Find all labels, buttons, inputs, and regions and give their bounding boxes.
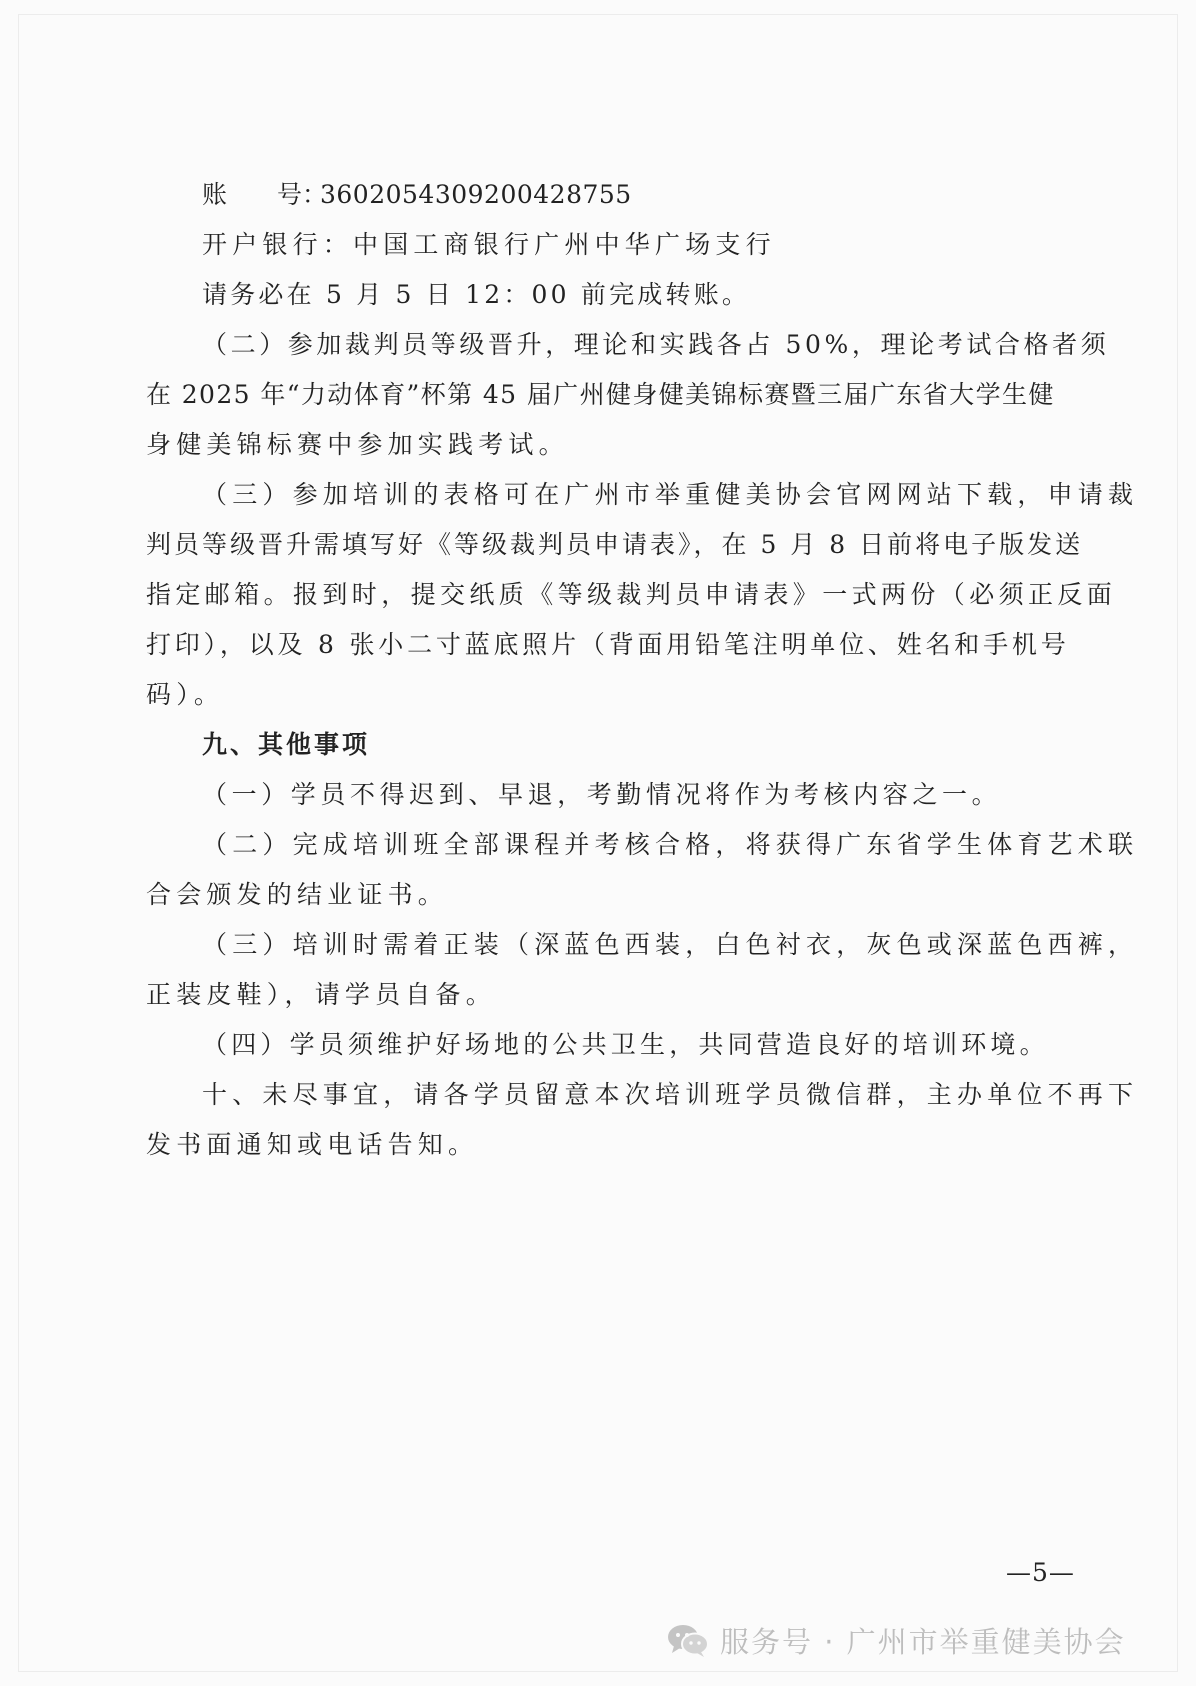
document-body — [146, 170, 1139, 1170]
account-label: 账 号： — [202, 180, 328, 209]
deadline-line: 请务必在 5 月 5 日 12：00 前完成转账。 — [202, 280, 751, 309]
paragraph-2-line-2: 在 2025 年“力动体育”杯第 45 届广州健身健美锦标赛暨三届广东省大学生健 — [146, 380, 1055, 409]
paragraph-3-line-3: 指定邮箱。报到时，提交纸质《等级裁判员申请表》一式两份（必须正反面 — [146, 580, 1117, 609]
item-9-4: （四）学员须维护好场地的公共卫生，共同营造良好的培训环境。 — [202, 1030, 1049, 1059]
wechat-icon — [666, 1622, 710, 1658]
paragraph-3-line-1: （三）参加培训的表格可在广州市举重健美协会官网网站下载，申请裁 — [202, 480, 1139, 509]
item-9-2-line-2: 合会颁发的结业证书。 — [146, 880, 449, 909]
page-number: —5— — [1006, 1558, 1075, 1587]
account-line — [146, 170, 1086, 220]
paragraph-2-line-1: （二）参加裁判员等级晋升，理论和实践各占 50%，理论考试合格者须 — [202, 330, 1110, 359]
section-10-line-2: 发书面通知或电话告知。 — [146, 1130, 479, 1159]
paragraph-2-line-3: 身健美锦标赛中参加实践考试。 — [146, 430, 569, 459]
paragraph-3-line-5: 码）。 — [146, 680, 225, 709]
item-9-3-line-1: （三）培训时需着正装（深蓝色西装，白色衬衣，灰色或深蓝色西裤， — [202, 930, 1139, 959]
account-number: 3602054309200428755 — [320, 180, 632, 209]
section-10-line-1: 十、未尽事宜，请各学员留意本次培训班学员微信群，主办单位不再下 — [202, 1080, 1139, 1109]
item-9-3-line-2: 正装皮鞋），请学员自备。 — [146, 980, 496, 1009]
paragraph-3-line-2: 判员等级晋升需填写好《等级裁判员申请表》，在 5 月 8 日前将电子版发送 — [146, 530, 1084, 559]
paragraph-3-line-4: 打印），以及 8 张小二寸蓝底照片（背面用铅笔注明单位、姓名和手机号 — [146, 630, 1070, 659]
item-9-1: （一）学员不得迟到、早退，考勤情况将作为考核内容之一。 — [202, 780, 1002, 809]
watermark — [666, 1618, 1126, 1662]
item-9-2-line-1: （二）完成培训班全部课程并考核合格，将获得广东省学生体育艺术联 — [202, 830, 1139, 859]
section-9-heading: 九、其他事项 — [202, 730, 371, 759]
watermark-text: 服务号 · 广州市举重健美协会 — [720, 1624, 1126, 1659]
bank-line: 开户银行：中国工商银行广州中华广场支行 — [202, 230, 776, 259]
